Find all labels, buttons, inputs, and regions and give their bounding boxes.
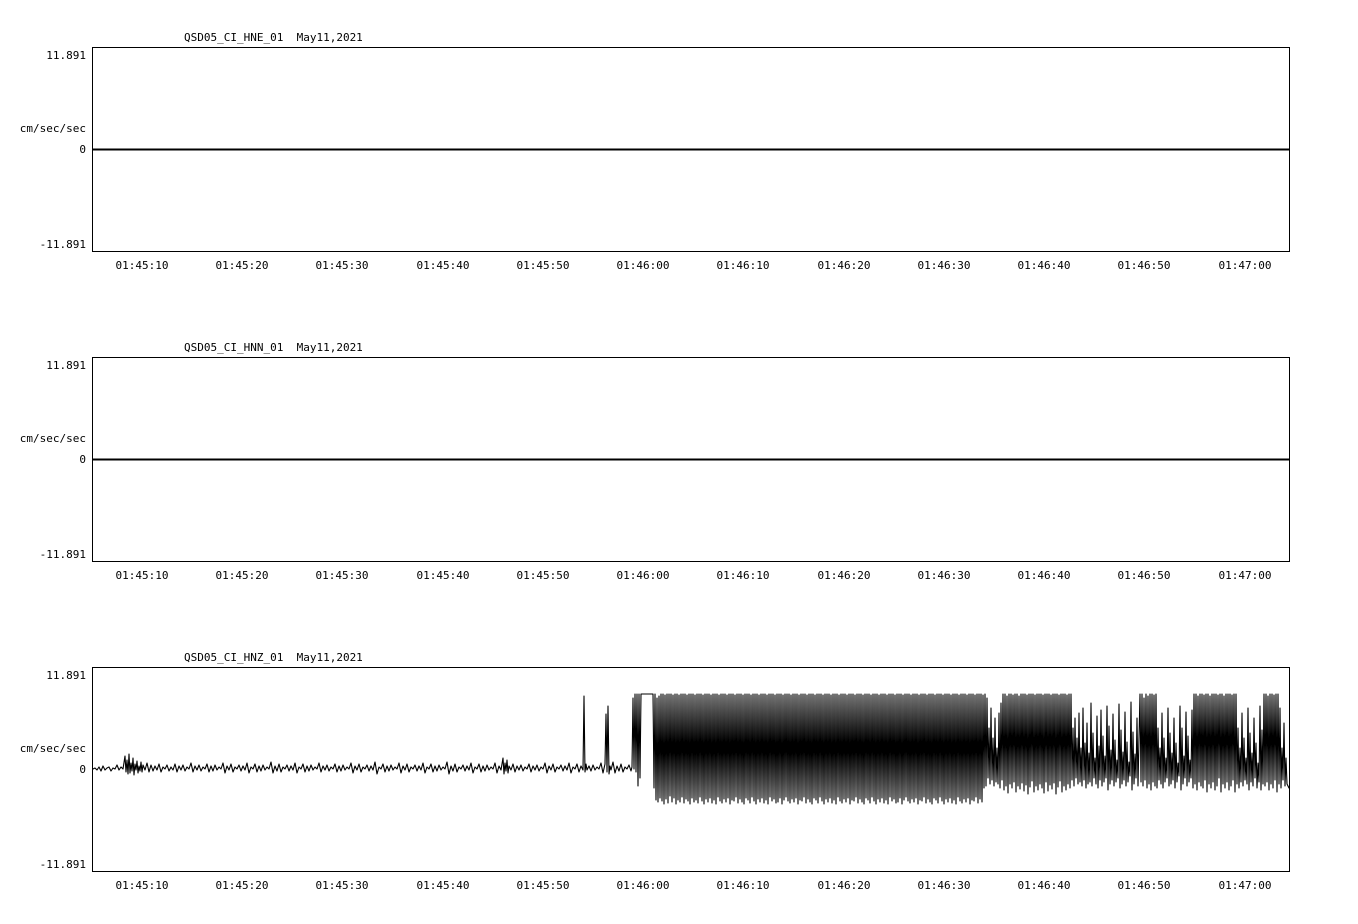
y-tick-min-hne: -11.891 [39,238,86,251]
plot-area-hnz [92,667,1290,872]
x-tick-label: 01:45:10 [115,879,169,892]
panel-hne [0,0,1358,300]
x-tick-label: 01:45:50 [516,879,570,892]
x-tick-label: 01:45:30 [315,259,369,272]
y-tick-zero-hnz: 0 [79,763,86,776]
trace-svg-hnz [93,668,1289,871]
x-tick-label: 01:46:10 [716,879,770,892]
x-tick-label: 01:47:00 [1218,569,1272,582]
trace-svg-hnn [93,358,1289,561]
x-tick-label: 01:46:00 [616,879,670,892]
trace-line-hnz [93,694,1289,804]
panel-hnn [0,310,1358,610]
x-tick-label: 01:45:10 [115,259,169,272]
x-tick-label: 01:45:20 [215,569,269,582]
y-tick-min-hnz: -11.891 [39,858,86,871]
x-tick-label: 01:46:40 [1017,259,1071,272]
x-tick-label: 01:45:50 [516,569,570,582]
panel-title-hnn: QSD05_CI_HNN_01 May11,2021 [184,341,363,354]
y-axis-units-hnn: cm/sec/sec [19,432,86,445]
x-tick-label: 01:46:40 [1017,879,1071,892]
x-tick-label: 01:46:00 [616,259,670,272]
x-tick-label: 01:46:30 [917,569,971,582]
y-axis-units-hnz: cm/sec/sec [19,742,86,755]
x-tick-label: 01:46:00 [616,569,670,582]
x-tick-label: 01:46:10 [716,569,770,582]
y-tick-min-hnn: -11.891 [39,548,86,561]
x-tick-label: 01:45:50 [516,259,570,272]
x-tick-label: 01:45:30 [315,879,369,892]
x-tick-label: 01:45:40 [416,569,470,582]
x-tick-label: 01:46:30 [917,259,971,272]
x-tick-label: 01:46:50 [1117,569,1171,582]
plot-area-hne [92,47,1290,252]
x-tick-label: 01:46:20 [817,259,871,272]
y-axis-units-hne: cm/sec/sec [19,122,86,135]
y-tick-zero-hne: 0 [79,143,86,156]
x-tick-label: 01:46:50 [1117,259,1171,272]
x-tick-label: 01:46:30 [917,879,971,892]
x-tick-label: 01:46:10 [716,259,770,272]
x-tick-label: 01:46:40 [1017,569,1071,582]
x-tick-label: 01:45:40 [416,879,470,892]
x-tick-label: 01:45:20 [215,259,269,272]
x-tick-label: 01:46:20 [817,569,871,582]
x-tick-label: 01:46:20 [817,879,871,892]
x-tick-label: 01:47:00 [1218,259,1272,272]
panel-hnz [0,620,1358,924]
y-tick-max-hne: 11.891 [46,49,86,62]
panel-title-hne: QSD05_CI_HNE_01 May11,2021 [184,31,363,44]
panel-title-hnz: QSD05_CI_HNZ_01 May11,2021 [184,651,363,664]
x-tick-label: 01:46:50 [1117,879,1171,892]
plot-area-hnn [92,357,1290,562]
x-tick-label: 01:45:20 [215,879,269,892]
y-tick-max-hnz: 11.891 [46,669,86,682]
x-tick-label: 01:45:30 [315,569,369,582]
x-tick-label: 01:45:10 [115,569,169,582]
y-tick-max-hnn: 11.891 [46,359,86,372]
trace-svg-hne [93,48,1289,251]
x-tick-label: 01:45:40 [416,259,470,272]
x-tick-label: 01:47:00 [1218,879,1272,892]
y-tick-zero-hnn: 0 [79,453,86,466]
